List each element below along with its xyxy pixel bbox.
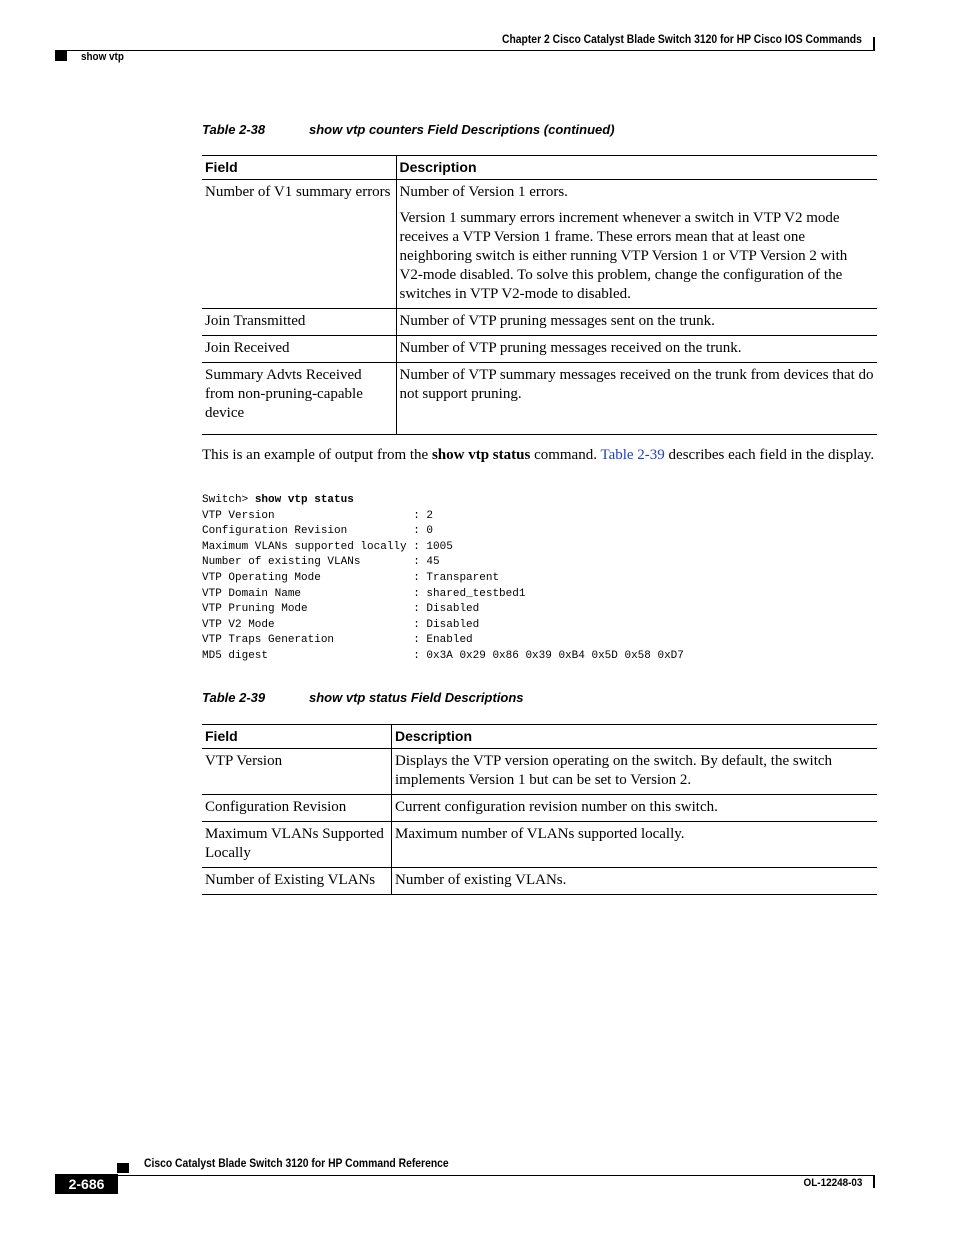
table1-caption (202, 122, 615, 137)
table2-row4-field: Number of Existing VLANs (202, 868, 392, 895)
table1-row4-description: Number of VTP summary messages received on the trunk from devices that do not support pruning. (396, 363, 877, 435)
table1-header-row (202, 156, 877, 180)
table2-row3-field: Maximum VLANs Supported Locally (202, 822, 392, 868)
section-header: show vtp (81, 51, 124, 63)
table1-header-description: Description (396, 156, 877, 180)
table2-row1-description: Displays the VTP version operating on the switch. By default, the switch implements Version 1 but can be set to Version 2. (392, 749, 878, 795)
header-marker (55, 51, 67, 61)
code-line: Number of existing VLANs : 45 (202, 556, 440, 569)
code-line: MD5 digest : 0x3A 0x29 0x86 0x39 0xB4 0x5D 0x58 0xD7 (202, 649, 684, 662)
table1-header-field: Field (202, 156, 396, 180)
table1-row1-desc-line2: Version 1 summary errors increment whenever a switch in VTP V2 mode receives a VTP Version 1 frame. These errors mean that at least one neighboring switch is either running VTP Version 1 or VTP Version 2 with V2-mode disabled. To solve this problem, change the configuration of the switches in VTP V2-mode to disabled. (399, 210, 848, 302)
table2-header-description: Description (392, 725, 878, 749)
table2-row2-description: Current configuration revision number on this switch. (392, 795, 878, 822)
footer-title: Cisco Catalyst Blade Switch 3120 for HP Command Reference (144, 1158, 449, 1170)
header-rule (55, 50, 875, 51)
code-line: VTP Pruning Mode : Disabled (202, 603, 480, 616)
table-2-39-link[interactable]: Table 2-39 (600, 447, 665, 463)
paragraph-command: show vtp status (431, 447, 531, 463)
paragraph-text-end: describes each field in the display. (664, 447, 875, 463)
table1-row1-description (396, 180, 877, 309)
table2-header-row (202, 725, 877, 749)
code-line: VTP Traps Generation : Enabled (202, 634, 473, 647)
table1-row3-field: Join Received (202, 336, 396, 363)
code-line: VTP Version : 2 (202, 509, 434, 522)
table2-row1-field: VTP Version (202, 749, 392, 795)
intro-paragraph (202, 446, 878, 465)
paragraph-text-start: This is an example of output from the (202, 447, 432, 463)
table2-row4-description: Number of existing VLANs. (392, 868, 878, 895)
footer-rule (117, 1175, 875, 1176)
table1-row2-description: Number of VTP pruning messages sent on the trunk. (396, 309, 877, 336)
code-command: show vtp status (254, 494, 354, 506)
code-line: Maximum VLANs supported locally : 1005 (202, 540, 453, 553)
table-row (202, 180, 877, 309)
table2-header-field: Field (202, 725, 392, 749)
footer-marker (117, 1163, 129, 1173)
table2 (202, 724, 877, 895)
table-row (202, 795, 877, 822)
table1-row4-field: Summary Advts Received from non-pruning-capable device (202, 363, 396, 435)
table2-caption-number: Table 2-39 (202, 690, 266, 705)
table2-caption (202, 690, 524, 705)
table1-row1-field: Number of V1 summary errors (202, 180, 396, 309)
table1-row3-description: Number of VTP pruning messages received on the trunk. (396, 336, 877, 363)
table-row (202, 336, 877, 363)
table1-row2-field: Join Transmitted (202, 309, 396, 336)
table1-caption-title: show vtp counters Field Descriptions (continued) (309, 122, 615, 137)
table1 (202, 155, 877, 435)
footer-right-bar (873, 1175, 875, 1188)
document-id: OL-12248-03 (803, 1177, 862, 1189)
code-example (202, 493, 684, 665)
paragraph-text-mid: command. (530, 447, 601, 463)
code-prompt: Switch> (202, 494, 255, 506)
table2-row2-field: Configuration Revision (202, 795, 392, 822)
code-line: Configuration Revision : 0 (202, 525, 434, 538)
table-row (202, 309, 877, 336)
code-line: VTP Domain Name : shared_testbed1 (202, 587, 526, 600)
header-right-bar (873, 37, 875, 51)
table2-row3-description: Maximum number of VLANs supported locally. (392, 822, 878, 868)
table-row (202, 822, 877, 868)
page-number: 2-686 (55, 1174, 118, 1194)
table1-caption-number: Table 2-38 (202, 122, 266, 137)
code-line: VTP V2 Mode : Disabled (202, 618, 480, 631)
table-row (202, 868, 877, 895)
table1-row1-desc-line1: Number of Version 1 errors. (399, 184, 568, 200)
table-row (202, 363, 877, 435)
table2-caption-title: show vtp status Field Descriptions (309, 690, 524, 705)
table-row (202, 749, 877, 795)
chapter-header: Chapter 2 Cisco Catalyst Blade Switch 3120 for HP Cisco IOS Commands (502, 34, 862, 46)
code-line: VTP Operating Mode : Transparent (202, 571, 500, 584)
